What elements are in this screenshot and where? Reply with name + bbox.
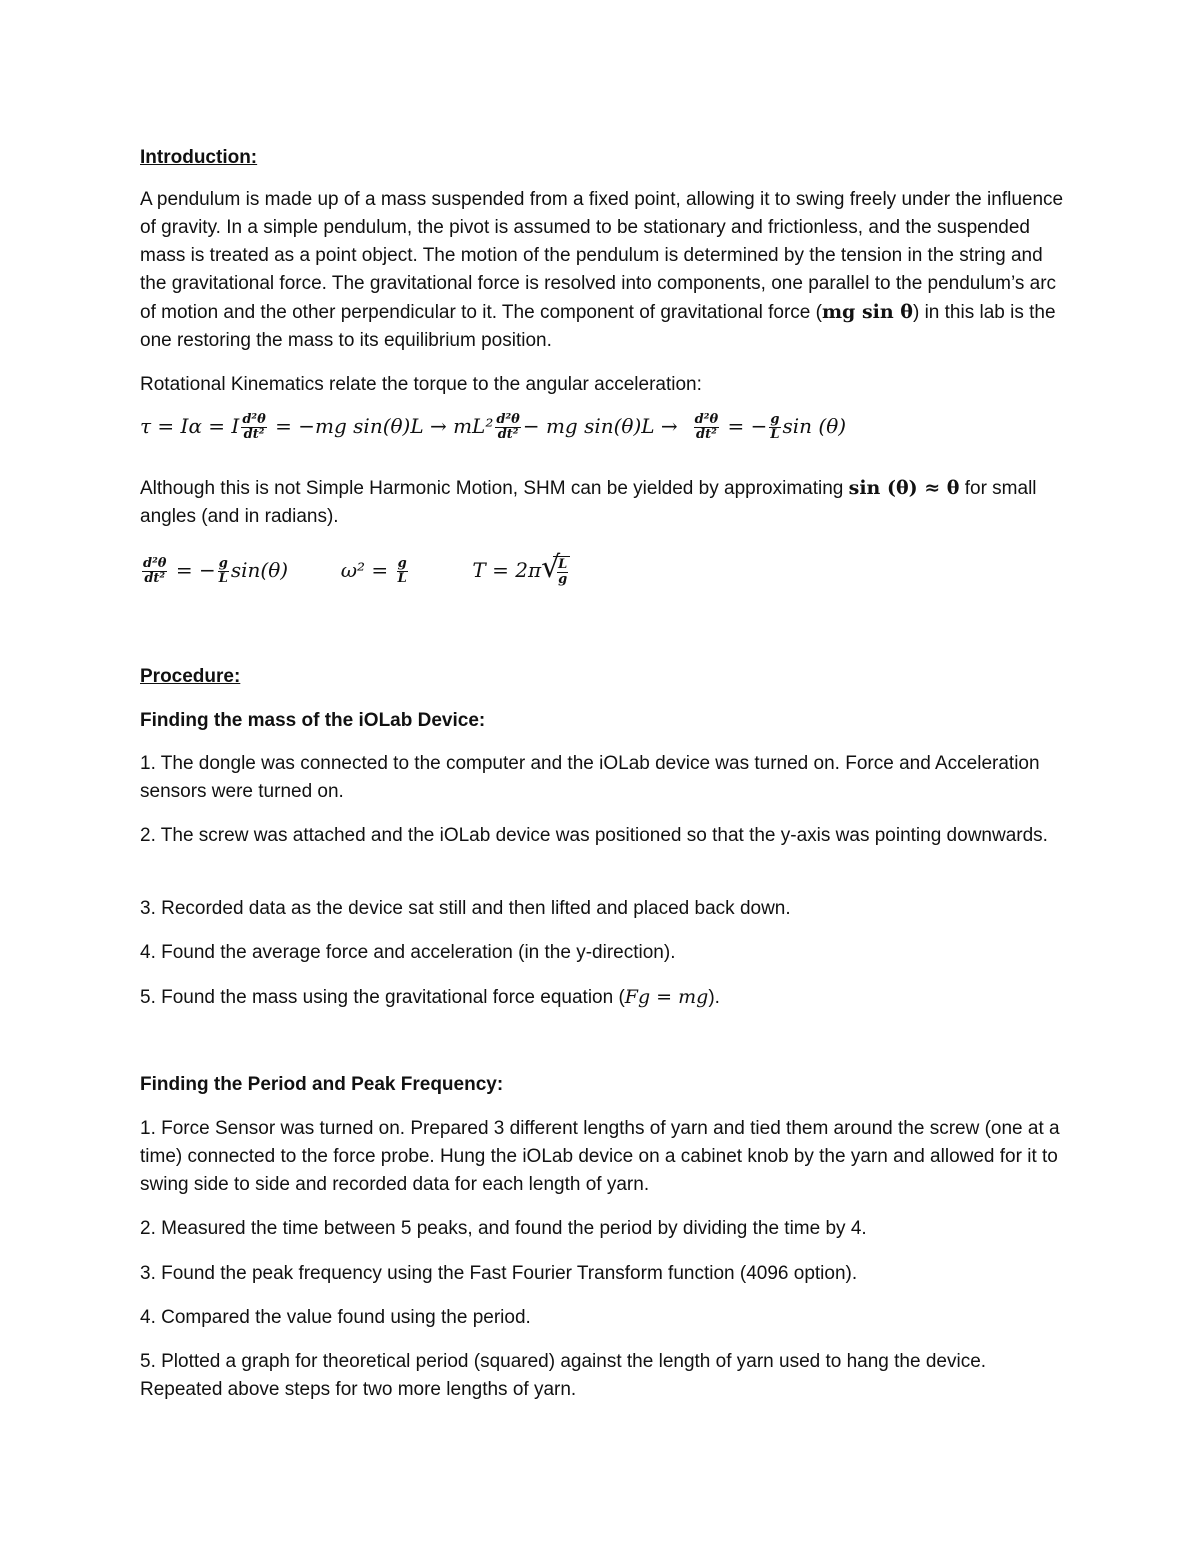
fraction: $\frac{\text{d²θ}}{\text{dt²}}$: [242, 412, 266, 442]
introduction-heading: Introduction:: [140, 147, 258, 168]
fraction: $\frac{g}{L}$: [218, 556, 228, 586]
square-root: √ $\frac{L}{g}$: [541, 556, 570, 587]
shm-approximation-paragraph: Although this is not Simple Harmonic Motion, SHM can be yielded by approximating sin (θ) ≈ θ for small angles (and in radians).: [140, 477, 1037, 527]
restoring-force-math: mg sin θ: [821, 301, 913, 323]
period-step-2: 2. Measured the time between 5 peaks, and found the period by dividing the time by 4.: [140, 1218, 867, 1239]
fraction: $\frac{\text{d²θ}}{\text{dt²}}$: [496, 412, 520, 442]
period-step-5: 5. Plotted a graph for theoretical period (squared) against the length of yarn used to hang the device. Repeated above steps for two more lengths of yarn.: [140, 1351, 987, 1400]
mass-step-4: 4. Found the average force and acceleration (in the y-direction).: [140, 942, 676, 963]
period-section-title: Finding the Period and Peak Frequency:: [140, 1074, 504, 1095]
small-angle-math: sin (θ) ≈ θ: [848, 477, 960, 499]
gravity-force-math: Fg = mg: [624, 986, 709, 1008]
mass-step-2: 2. The screw was attached and the iOLab device was positioned so that the y-axis was pointing downwards.: [140, 825, 1048, 846]
fraction: $\frac{g}{L}$: [397, 556, 407, 586]
intro-text-part2: ) in this lab is the one restoring the mass to its equilibrium position.: [140, 302, 1056, 351]
fraction: $\frac{g}{L}$: [770, 412, 780, 442]
mass-step-5: 5. Found the mass using the gravitational force equation (Fg = mg).: [140, 986, 720, 1008]
period-step-4: 4. Compared the value found using the period.: [140, 1307, 531, 1328]
introduction-paragraph: [140, 186, 1065, 355]
torque-equation: τ = Iα = I $\frac{\text{d²θ}}{\text{dt²}}$ = −mg sin(θ)L → mL² $\frac{\text{d²θ}}{\text{dt²}}$ − mg sin(θ)L → $\frac{\text{d²θ}}{\text{dt²}}$ = − $\frac{g}{L}$ sin (θ): [140, 412, 847, 442]
period-step-3: 3. Found the peak frequency using the Fast Fourier Transform function (4096 option).: [140, 1263, 858, 1284]
fraction: $\frac{\text{d²θ}}{\text{dt²}}$: [143, 556, 167, 586]
procedure-heading: Procedure:: [140, 666, 241, 687]
shm-equations: $\frac{\text{d²θ}}{\text{dt²}}$ = − $\frac{g}{L}$ sin(θ) ω² = $\frac{g}{L}$ T = 2π √ $\frac{L}{g}$: [140, 556, 570, 587]
fraction: $\frac{\text{d²θ}}{\text{dt²}}$: [694, 412, 719, 442]
mass-section-title: Finding the mass of the iOLab Device:: [140, 710, 486, 731]
rotational-kinematics-text: Rotational Kinematics relate the torque to the angular acceleration:: [140, 374, 702, 395]
period-equation: T = 2π: [472, 558, 542, 582]
omega-equation: ω² =: [340, 558, 395, 582]
mass-step-3: 3. Recorded data as the device sat still and then lifted and placed back down.: [140, 898, 791, 919]
mass-step-1: 1. The dongle was connected to the computer and the iOLab device was turned on. Force and Acceleration sensors were turned on.: [140, 753, 1040, 802]
period-step-1: 1. Force Sensor was turned on. Prepared 3 different lengths of yarn and tied them around the screw (one at a time) connected to the force probe. Hung the iOLab device on a cabinet knob by the yarn and allowed for it to swing side to side and recorded data for each length of yarn.: [140, 1118, 1060, 1195]
intro-text-part1: A pendulum is made up of a mass suspended from a fixed point, allowing it to swing freely under the influence of gravity. In a simple pendulum, the pivot is assumed to be stationary and frictionless, and the suspended mass is treated as a point object. The motion of the pendulum is determined by the tension in the string and the gravitational force. The gravitational force is resolved into components, one parallel to the pendulum’s arc of motion and the other perpendicular to it. The component of gravitational force (: [140, 189, 1064, 323]
